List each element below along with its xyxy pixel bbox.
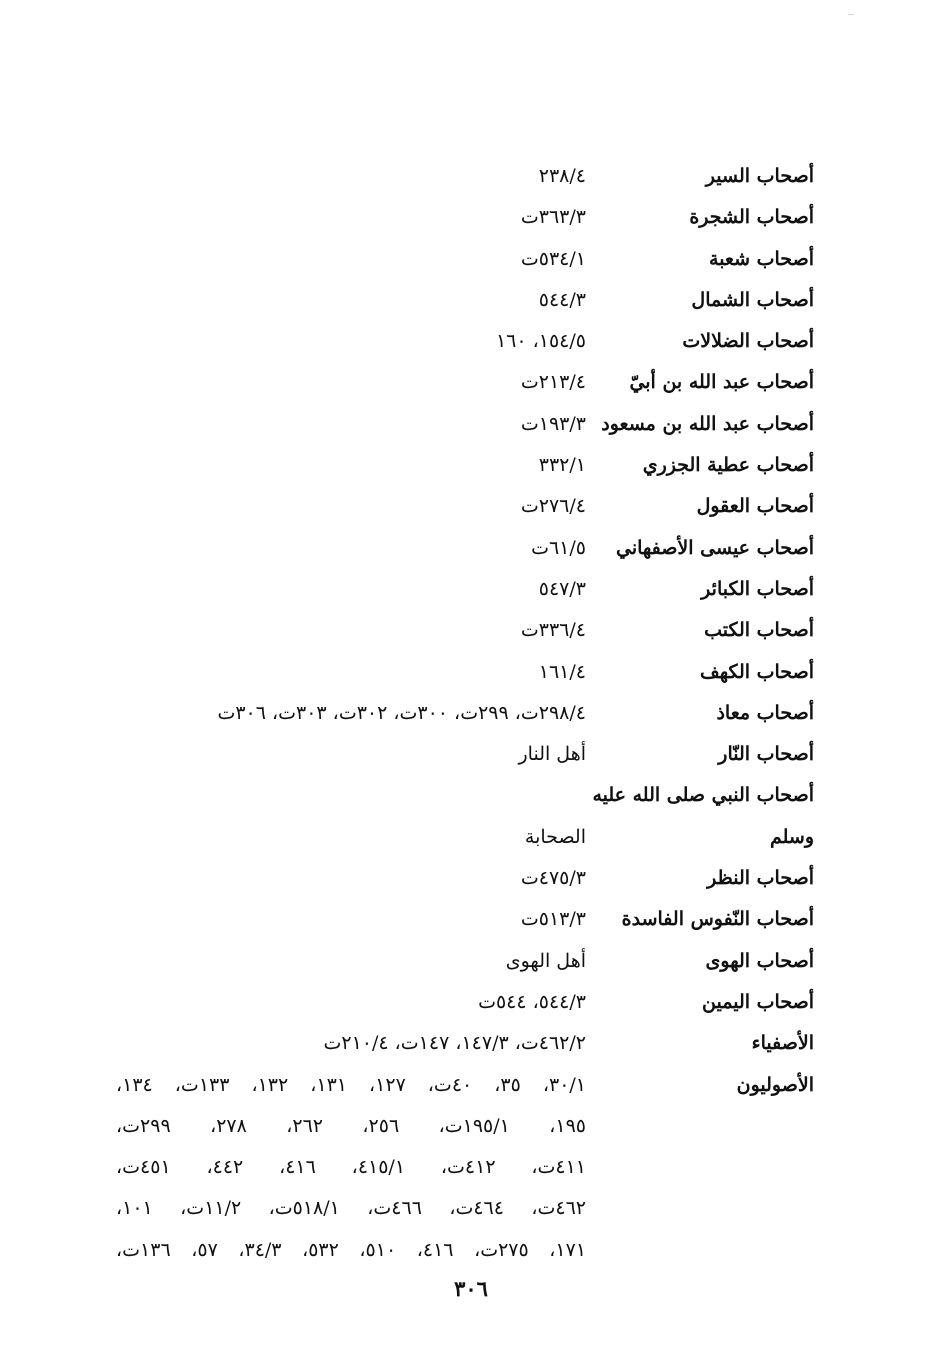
index-entry [0, 817, 942, 858]
entry-refs: ٣٦٣/٣ت [520, 206, 586, 229]
entry-term: أصحاب عبد الله بن مسعود [601, 412, 814, 435]
entry-term: أصحاب معاذ [716, 701, 814, 724]
index-entry [0, 693, 942, 734]
entry-refs: أهل النار [518, 743, 586, 766]
entry-refs: أهل الهوى [505, 949, 586, 972]
index-entry [0, 982, 942, 1023]
entry-term: أصحاب الضلالات [682, 330, 814, 353]
index-entry [0, 280, 942, 321]
entry-term: أصحاب النبي صلى الله عليه [592, 784, 814, 807]
entry-term: أصحاب النّفوس الفاسدة [621, 908, 814, 931]
index-entry [0, 156, 942, 197]
entry-refs: ٢٩٨/٤ت، ٢٩٩ت، ٣٠٠ت، ٣٠٢ت، ٣٠٣ت، ٣٠٦ت [217, 701, 586, 724]
entry-refs: ٣٣٢/١ [538, 454, 586, 477]
index-entry [0, 528, 942, 569]
ref-line: ١٩٥، ١٩٥/١ت، ٢٥٦، ٢٦٢، ٢٧٨، ٢٩٩ت، [116, 1114, 587, 1137]
entry-term: أصحاب عيسى الأصفهاني [616, 536, 814, 559]
index-entry [0, 734, 942, 775]
entry-refs: الصحابة [524, 825, 586, 848]
entry-refs: ٢٧٦/٤ت [520, 495, 586, 518]
index-list [0, 156, 942, 1271]
page-number: ٣٠٦ [454, 1276, 488, 1301]
entry-refs [106, 1065, 586, 1271]
index-entry [0, 610, 942, 651]
entry-term: أصحاب الكتب [704, 619, 814, 642]
entry-term: أصحاب الهوى [705, 949, 814, 972]
entry-term: أصحاب الشمال [691, 288, 814, 311]
entry-term: أصحاب السير [705, 165, 814, 187]
entry-refs: ٥٣٤/١ت [520, 247, 586, 270]
index-entry [0, 404, 942, 445]
entry-term: وسلم [769, 825, 814, 848]
ref-line: ٤٦٢ت، ٤٦٤ت، ٤٦٦ت، ٥١٨/١ت، ١١/٢ت، ١٠١، [116, 1197, 587, 1220]
entry-term: أصحاب شعبة [709, 247, 814, 270]
entry-refs: ٢٣٨/٤ [538, 165, 586, 187]
index-entry [0, 239, 942, 280]
entry-refs: ١٩٣/٣ت [520, 412, 586, 435]
index-entry [0, 362, 942, 403]
entry-term: أصحاب اليمين [702, 990, 814, 1013]
index-entry [0, 652, 942, 693]
index-entry [0, 197, 942, 238]
index-entry [0, 1065, 942, 1271]
entry-term: أصحاب النّار [718, 743, 814, 766]
entry-term: الأصفياء [751, 1032, 814, 1055]
entry-refs: ٢١٣/٤ت [520, 371, 586, 394]
entry-term: أصحاب العقول [696, 495, 814, 518]
entry-refs: ١٥٤/٥، ١٦٠ [495, 330, 586, 353]
index-entry [0, 486, 942, 527]
scan-mark [848, 14, 854, 15]
index-entry [0, 941, 942, 982]
entry-refs: ٤٦٢/٢ت، ١٤٧/٣، ١٤٧ت، ٢١٠/٤ت [323, 1032, 586, 1055]
entry-refs: ١٦١/٤ [538, 660, 586, 683]
entry-refs: ٥٤٧/٣ [538, 577, 586, 600]
index-entry [0, 445, 942, 486]
index-entry [0, 858, 942, 899]
entry-refs: ٥٤٤/٣ [538, 288, 586, 311]
entry-term: أصحاب الكهف [700, 660, 814, 683]
index-entry [0, 775, 942, 816]
entry-term: أصحاب النظر [707, 867, 814, 890]
entry-refs: ٦١/٥ت [531, 536, 586, 559]
entry-term: أصحاب عطية الجزري [642, 454, 814, 477]
ref-line: ٣٠/١، ٣٥، ٤٠ت، ١٢٧، ١٣١، ١٣٢، ١٣٣ت، ١٣٤، [116, 1073, 587, 1096]
entry-term: أصحاب عبد الله بن أبيّ [629, 371, 814, 394]
entry-refs: ٥١٣/٣ت [520, 908, 586, 931]
ref-line: ٤١١ت، ٤١٢ت، ٤١٥/١، ٤١٦، ٤٤٢، ٤٥١ت، [116, 1156, 587, 1179]
entry-refs: ٥٤٤/٣، ٥٤٤ت [478, 990, 586, 1013]
entry-refs: ٣٣٦/٤ت [520, 619, 586, 642]
index-entry [0, 569, 942, 610]
entry-term: أصحاب الكبائر [701, 577, 814, 600]
index-entry [0, 321, 942, 362]
index-entry [0, 1023, 942, 1064]
entry-refs: ٤٧٥/٣ت [520, 867, 586, 890]
index-entry [0, 899, 942, 940]
entry-term: أصحاب الشجرة [689, 206, 814, 229]
entry-term: الأصوليون [736, 1073, 814, 1096]
ref-line: ١٧١، ٢٧٥ت، ٤١٦، ٥١٠، ٥٣٢، ٣٤/٣، ٥٧، ١٣٦ت، [116, 1238, 587, 1261]
